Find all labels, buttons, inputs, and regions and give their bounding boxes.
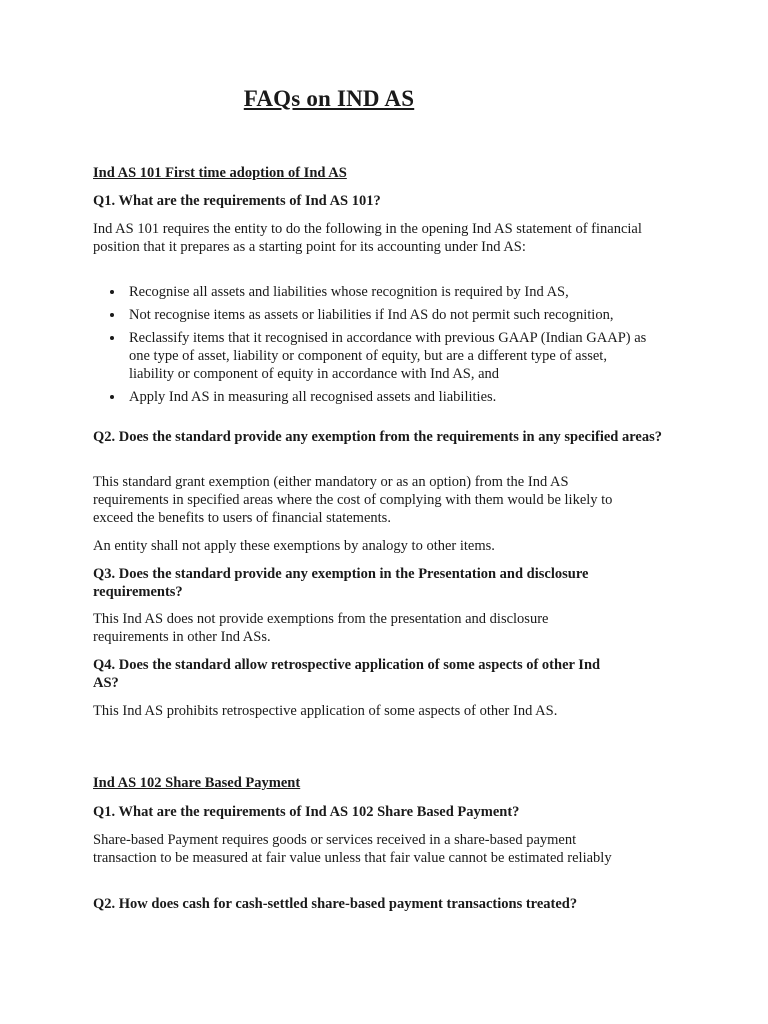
bullet-text: Recognise all assets and liabilities whose recognition is required by Ind AS, [129,284,569,300]
faq-answer-101-q1-intro: Ind AS 101 requires the entity to do the following in the opening Ind AS statement of financial position that it prepares as a starting point for its accounting under Ind AS: [93,221,642,255]
document-title: FAQs on IND AS [243,86,415,111]
faq-question-101-q3: Q3. Does the standard provide any exemption in the Presentation and disclosure requirements? [93,566,589,600]
faq-answer-102-q1: Share-based Payment requires goods or services received in a share-based payment transaction to be measured at fair value unless that fair value cannot be estimated reliably [93,832,612,866]
bullet-text: Apply Ind AS in measuring all recognised assets and liabilities. [129,389,497,405]
bullet-item [93,388,673,406]
faq-question-101-q2: Q2. Does the standard provide any exemption from the requirements in any specified areas? [93,429,662,445]
bullet-icon [110,290,114,294]
bullet-item [93,329,649,383]
bullet-item [93,283,673,301]
faq-answer-101-q3: This Ind AS does not provide exemptions from the presentation and disclosure requirements in other Ind ASs. [93,611,549,645]
section-heading-ind-as-101: Ind AS 101 First time adoption of Ind AS [93,165,347,181]
faq-question-102-q2: Q2. How does cash for cash-settled share-based payment transactions treated? [93,896,578,912]
faq-question-102-q1: Q1. What are the requirements of Ind AS 102 Share Based Payment? [93,804,520,820]
section-heading-ind-as-102: Ind AS 102 Share Based Payment [93,775,301,791]
bullet-text: Reclassify items that it recognised in accordance with previous GAAP (Indian GAAP) as one type of asset, liability or component of equity, but are a different type of asset, liability or component of equity in accordance with Ind AS, and [129,330,647,382]
faq-question-101-q4: Q4. Does the standard allow retrospective application of some aspects of other Ind AS? [93,657,601,691]
bullet-icon [110,395,114,399]
faq-answer-101-q1-bullet-list [93,283,673,411]
bullet-text: Not recognise items as assets or liabilities if Ind AS do not permit such recognition, [129,307,614,323]
faq-question-101-q1: Q1. What are the requirements of Ind AS 101? [93,193,381,209]
faq-answer-101-q2-para-1: This standard grant exemption (either mandatory or as an option) from the Ind AS requirements in specified areas where the cost of complying with them would be likely to exceed the benefits to users of financial statements. [93,474,613,526]
faq-answer-101-q4: This Ind AS prohibits retrospective application of some aspects of other Ind AS. [93,703,558,719]
bullet-icon [110,313,114,317]
bullet-icon [110,336,114,340]
faq-answer-101-q2-para-2: An entity shall not apply these exemptions by analogy to other items. [93,538,495,554]
bullet-item [93,306,673,324]
